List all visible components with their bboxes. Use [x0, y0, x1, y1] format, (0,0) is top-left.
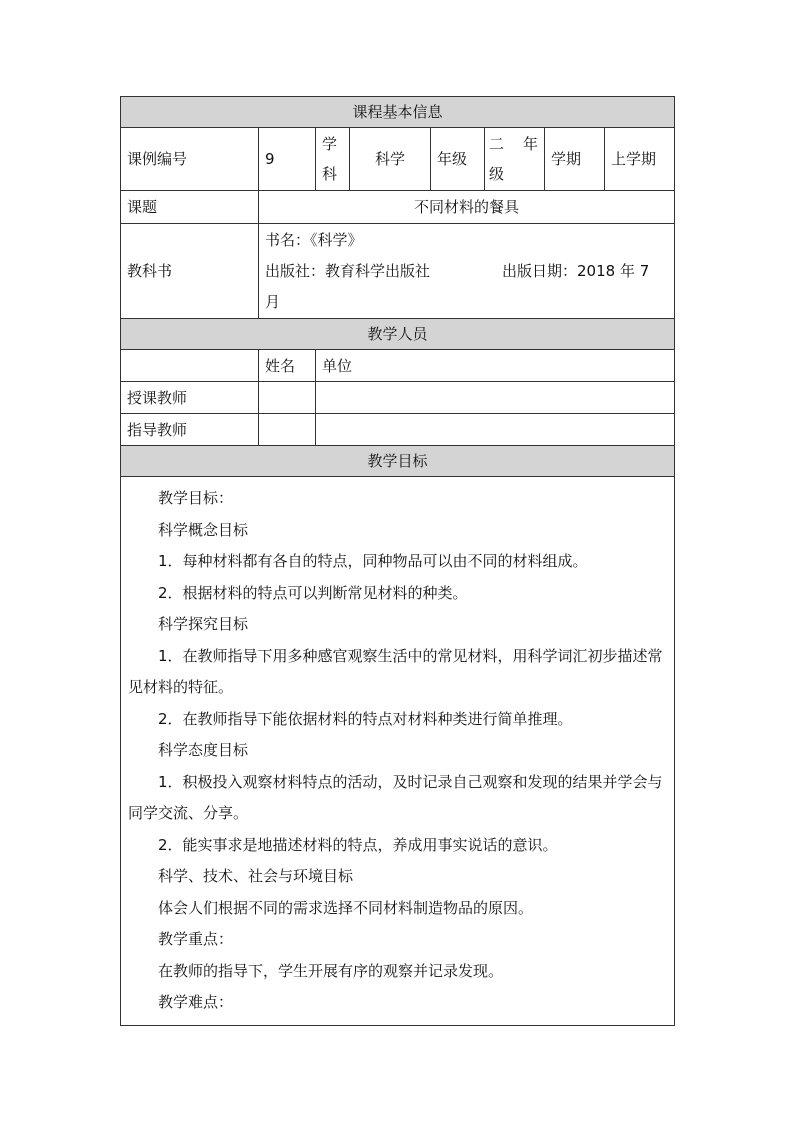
- staff-unit: [316, 414, 675, 446]
- staff-unit-header: 单位: [316, 350, 675, 382]
- goal-line: 2．在教师指导下能依据材料的特点对材料种类进行简单推理。: [158, 709, 573, 728]
- grade-value: [485, 128, 545, 191]
- goal-line: 2．能实事求是地描述材料的特点，养成用事实说话的意识。: [158, 835, 558, 854]
- goals-content: [121, 477, 675, 1026]
- staff-row: [121, 382, 675, 414]
- staff-role-header: [121, 350, 259, 382]
- textbook-label: 教科书: [121, 224, 259, 319]
- goal-line: 科学、技术、社会与环境目标: [158, 867, 354, 885]
- goal-line: 科学概念目标: [158, 520, 249, 539]
- section-basic-info: [121, 97, 675, 128]
- lesson-meta-row: [121, 128, 675, 191]
- grade-label: 年级: [431, 128, 485, 191]
- grade-value-part: 年: [522, 135, 538, 153]
- grade-value-part: 二: [489, 135, 505, 153]
- topic-row: [121, 191, 675, 224]
- term-label: 学期: [545, 128, 605, 191]
- textbook-publisher: 出版社：教育科学出版社: [265, 261, 431, 280]
- staff-role: 指导教师: [121, 414, 259, 446]
- goal-line: 教学重点：: [158, 930, 234, 948]
- textbook-row: [121, 224, 675, 319]
- staff-name: [259, 414, 316, 446]
- section-goals: [121, 446, 675, 477]
- subject-value: 科学: [350, 128, 431, 191]
- goal-line: 教学目标：: [158, 489, 234, 507]
- textbook-publish-date: 出版日期：2018 年 7: [502, 261, 650, 280]
- goal-line: 科学探究目标: [158, 615, 249, 633]
- lesson-number-label: 课例编号: [121, 128, 259, 191]
- goal-line: 体会人们根据不同的需求选择不同材料制造物品的原因。: [158, 898, 534, 917]
- goal-line: 教学难点：: [158, 993, 234, 1011]
- subject-label-top: 学: [322, 135, 338, 153]
- term-value: 上学期: [605, 128, 675, 191]
- staff-unit: [316, 382, 675, 414]
- staff-name-header: 姓名: [259, 350, 316, 382]
- goal-line: 1．积极投入观察材料特点的活动，及时记录自己观察和发现的结果并学会与同学交流、分享。: [128, 772, 663, 822]
- goal-line: 科学态度目标: [158, 741, 249, 759]
- lesson-plan-sheet: [120, 96, 674, 1026]
- topic-label: 课题: [121, 191, 259, 224]
- lesson-number-value: 9: [259, 128, 316, 191]
- course-info-table: [120, 96, 675, 1026]
- goal-line: 在教师的指导下，学生开展有序的观察并记录发现。: [158, 961, 504, 980]
- textbook-info: [259, 224, 675, 319]
- section-title: 教学目标: [121, 446, 675, 477]
- goal-line: 1．每种材料都有各自的特点，同种物品可以由不同的材料组成。: [158, 552, 588, 570]
- staff-header-row: [121, 350, 675, 382]
- goal-line: 2．根据材料的特点可以判断常见材料的种类。: [158, 583, 468, 602]
- subject-label: [316, 128, 350, 191]
- staff-role: 授课教师: [121, 382, 259, 414]
- staff-row: [121, 414, 675, 446]
- goals-row: [121, 477, 675, 1026]
- section-title: 教学人员: [121, 319, 675, 350]
- topic-value: 不同材料的餐具: [259, 191, 675, 224]
- grade-value-part: 级: [489, 165, 505, 183]
- subject-label-bottom: 科: [322, 165, 338, 183]
- textbook-name: 书名：《科学》: [265, 230, 363, 249]
- goal-line: 1．在教师指导下用多种感官观察生活中的常见材料，用科学词汇初步描述常见材料的特征。: [128, 646, 663, 696]
- section-staff: [121, 319, 675, 350]
- staff-name: [259, 382, 316, 414]
- textbook-publish-date-cont: 月: [265, 292, 281, 311]
- section-title: 课程基本信息: [121, 97, 675, 128]
